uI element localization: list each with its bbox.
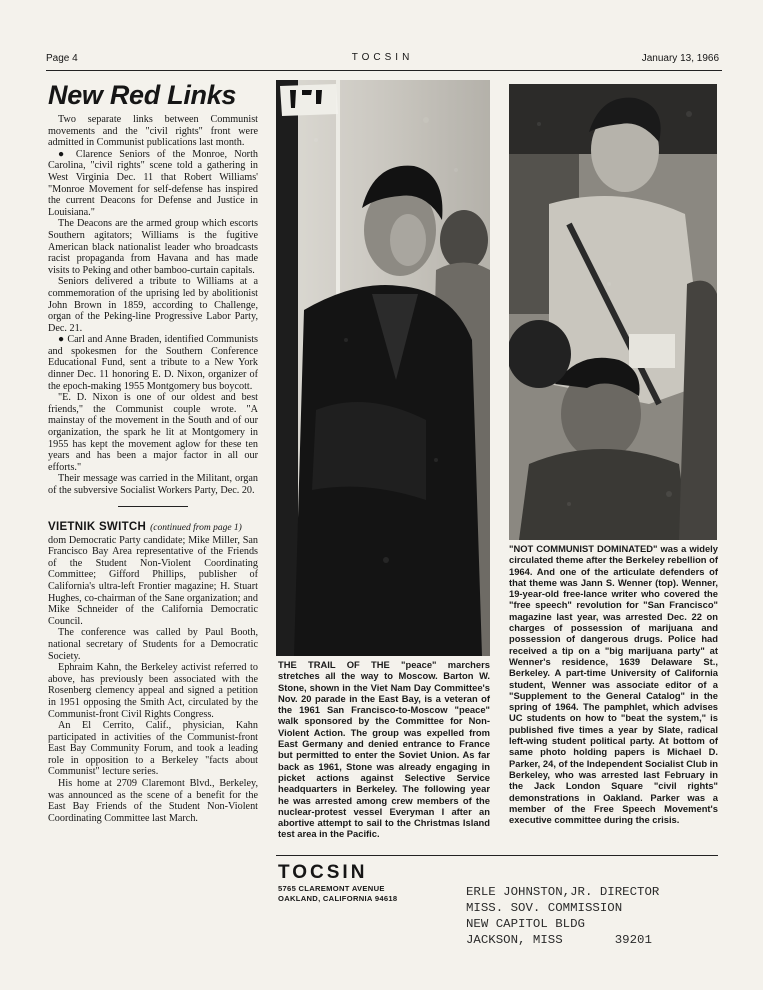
article-paragraph: Their message was carried in the Militant, organ of the subversive Socialist Workers Party, Dec. 20. — [48, 473, 258, 496]
continued-heading — [48, 517, 258, 535]
continued-title: VIETNIK SWITCH — [48, 520, 147, 533]
masthead — [278, 862, 448, 904]
masthead-street: 5765 CLAREMONT AVENUE — [278, 884, 385, 893]
mailing-label-line: JACKSON, MISS 39201 — [466, 933, 652, 947]
continued-paragraph: Ephraim Kahn, the Berkeley activist referred to above, has previously been associated with the Rosenberg clemency appeal and signed a petition in 1951 opposing the Smith Act, circulated by the Communist-front Civil Rights Congress. — [48, 662, 258, 720]
mailing-label-line: NEW CAPITOL BLDG — [466, 917, 585, 931]
right-photo-caption: "NOT COMMUNIST DOMINATED" was a widely circulated theme after the Berkeley rebellion of 1964. And one of the articulate defenders of that theme was Jann S. Wenner (top). Wenner, 19-year-old free-lance writer who covered the "free speech" revolution for "San Francisco" magazine last year, was arrested Dec. 22 on charges of possession of marijuana and possession of dangerous drugs. Police had received a tip on a "big marijuana party" at Wenner's residence, 1639 Delaware St., Berkeley. A part-time University of California student, Wenner was associate editor of a "Supplement to the General Catalog" in the spring of 1964. The pamphlet, which advises UC students on how to "beat the system," is published five times a year by Slate, radical left-wing student political party. At bottom of same photo holding papers is Michael D. Parker, 24, of the Independent Socialist Club in Berkeley, who was arrested last February in the Jack London Square "civil rights" demonstrations in Oakland. Parker was a member of the Free Speech Movement's executive committee during the crisis. — [509, 543, 718, 826]
article-paragraph: ● Clarence Seniors of the Monroe, North Carolina, "civil rights" scene told a gathering in West Virginia Dec. 11 that Robert Williams' "Monroe Movement for self-defense has inspired the current Deacons for Defense and Justice in Louisiana." — [48, 148, 258, 218]
issue-date: January 13, 1966 — [641, 53, 719, 64]
mailing-label-line: MISS. SOV. COMMISSION — [466, 901, 623, 915]
mailing-label — [466, 884, 706, 948]
article-paragraph: Two separate links between Communist movements and the "civil rights" front were admitted in Communist publications last month. — [48, 114, 258, 149]
left-photo-caption: THE TRAIL OF THE "peace" marchers stretches all the way to Moscow. Barton W. Stone, shown in the Viet Nam Day Committee's Nov. 20 parade in the East Bay, is a veteran of the 1961 San Francisco-to-Moscow "peace" walk sponsored by the Committee for Non-Violent Action. The group was expelled from East Germany and denied entrance to France but permitted to enter the Soviet Union. As far back as 1961, Stone was already engaging in picket actions against Selective Service headquarters in Berkeley. The following year he was arrested among crew members of the nuclear-protest vessel Everyman I after an abortive attempt to sail to the Christmas Island test area in the Pacific. — [278, 659, 490, 840]
continued-paragraph: The conference was called by Paul Booth, national secretary of Students for a Democratic Society. — [48, 627, 258, 662]
header-rule — [46, 70, 722, 71]
masthead-name: TOCSIN — [278, 862, 368, 883]
marcher-photo — [276, 80, 490, 656]
article-paragraph: Seniors delivered a tribute to Williams at a commemoration of the uprising led by abolitionist John Brown in 1859, according to Challenge, organ of the Peking-line Progressive Labor Party, Dec. 21. — [48, 276, 258, 334]
section-divider — [118, 506, 188, 507]
article-paragraph: ● Carl and Anne Braden, identified Communists and spokesmen for the Southern Conference Educational Fund, sent a tribute to a New York dinner Dec. 11 honoring E. D. Nixon, organizer of the epoch-making 1955 Montgomery bus boycott. — [48, 334, 258, 392]
article-column — [48, 80, 258, 824]
page-header — [46, 52, 719, 68]
crowd-photo — [509, 84, 717, 540]
continued-note: (continued from page 1) — [150, 522, 242, 533]
article-paragraph: The Deacons are the armed group which escorts Southern agitators; Williams is the fugitive American black nationalist leader who broadcasts racist propaganda from Havana and has made visits to Peking and other bamboo-curtain capitals. — [48, 218, 258, 276]
masthead-city: OAKLAND, CALIFORNIA 94618 — [278, 894, 398, 903]
footer-rule — [276, 855, 718, 856]
article-headline: New Red Links — [48, 80, 237, 110]
continued-paragraph: dom Democratic Party candidate; Mike Miller, San Francisco Bay Area representative of the Friends of the Student Non-Violent Coordinating Committee; Gifford Phillips, publisher of California's ultra-left Frontier magazine; H. Stuart Hughes, co-chairman of the Sane organization; and Mike Schneider of the California Democratic Council. — [48, 534, 258, 627]
continued-paragraph: An El Cerrito, Calif., physician, Kahn participated in activities of the Communist-front East Bay Community Forum, and took a leading role in opposition to a Berkeley "facts about Communist" lecture series. — [48, 720, 258, 778]
continued-paragraph: His home at 2709 Claremont Blvd., Berkeley, was announced as the scene of a benefit for the East Bay Friends of the Student Non-Violent Coordinating Committee last March. — [48, 778, 258, 824]
page-number: Page 4 — [46, 53, 78, 64]
publication-title: TOCSIN — [351, 52, 414, 63]
mailing-label-line: ERLE JOHNSTON,JR. DIRECTOR — [466, 885, 660, 899]
article-paragraph: "E. D. Nixon is one of our oldest and best friends," the Communist couple wrote. "A mainstay of the movement in the South and of our organization, the spark he lit at Montgomery in 1955 has kept the movement aglow for these ten years and has been a major factor in all our efforts." — [48, 392, 258, 473]
